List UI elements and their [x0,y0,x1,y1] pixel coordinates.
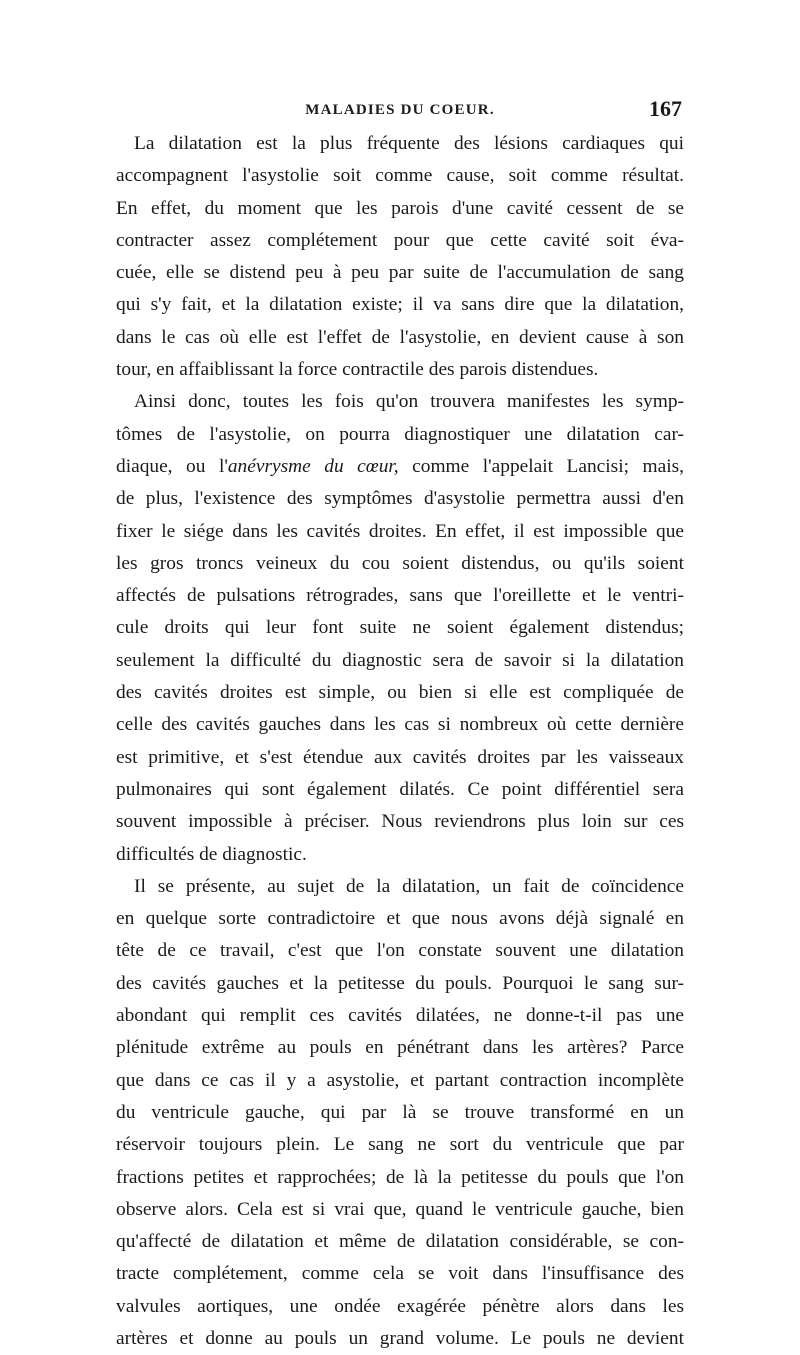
text-line: qui s'y fait, et la dilatation existe; il va sans dire que la dilatation, [116,294,684,316]
text-line: seulement la difficulté du diagnostic sera de savoir si la dilatation [116,649,684,671]
text-line: tracte complétement, comme cela se voit dans l'insuffisance des [116,1263,684,1285]
text-line: que dans ce cas il y a asystolie, et partant contraction incomplète [116,1069,684,1091]
text-run: comme l'appelait Lancisi; mais, [412,455,684,477]
text-line: accompagnent l'asystolie soit comme cause, soit comme résultat. [116,165,684,187]
text-line: difficultés de diagnostic. [116,843,307,865]
body-text [116,128,684,1355]
running-title: MALADIES DU COEUR. [305,102,495,118]
text-run: diaque, ou l' [116,455,228,477]
text-line: En effet, du moment que les parois d'une cavité cessent de se [116,197,684,219]
text-line: contracter assez complétement pour que cette cavité soit éva- [116,229,684,251]
text-line: les gros troncs veineux du cou soient distendus, ou qu'ils soient [116,552,684,574]
text-line: du ventricule gauche, qui par là se trouve transformé en un [116,1101,684,1123]
text-line: affectés de pulsations rétrogrades, sans que l'oreillette et le ventri- [116,585,684,607]
text-line: observe alors. Cela est si vrai que, quand le ventricule gauche, bien [116,1198,684,1220]
text-line: tômes de l'asystolie, on pourra diagnostiquer une dilatation car- [116,423,684,445]
text-line: La dilatation est la plus fréquente des lésions cardiaques qui [134,133,684,154]
text-line: qu'affecté de dilatation et même de dilatation considérable, se con- [116,1231,684,1253]
text-line: souvent impossible à préciser. Nous reviendrons plus loin sur ces [116,811,684,833]
text-line: artères et donne au pouls un grand volume. Le pouls ne devient [116,1327,684,1349]
text-line: Il se présente, au sujet de la dilatation, un fait de coïncidence [134,875,684,897]
text-line: des cavités droites est simple, ou bien si elle est compliquée de [116,682,684,704]
paragraph-1 [116,128,684,386]
text-line: cuée, elle se distend peu à peu par suite de l'accumulation de sang [116,262,684,284]
text-line: réservoir toujours plein. Le sang ne sort du ventricule que par [116,1134,684,1156]
text-line: de plus, l'existence des symptômes d'asystolie permettra aussi d'en [116,488,684,510]
page-header [116,96,684,126]
text-line: tête de ce travail, c'est que l'on constate souvent une dilatation [116,940,684,962]
text-line: est primitive, et s'est étendue aux cavités droites par les vaisseaux [116,746,684,768]
text-line: fixer le siége dans les cavités droites. En effet, il est impossible que [116,520,684,542]
text-line: en quelque sorte contradictoire et que nous avons déjà signalé en [116,908,684,930]
text-line: celle des cavités gauches dans les cas si nombreux où cette dernière [116,714,684,736]
page-number: 167 [649,96,682,121]
text-line: des cavités gauches et la petitesse du pouls. Pourquoi le sang sur- [116,972,684,994]
text-line-with-italic [116,451,684,483]
text-line: tour, en affaiblissant la force contractile des parois distendues. [116,359,599,381]
text-line: cule droits qui leur font suite ne soient également distendus; [116,617,684,639]
text-line: fractions petites et rapprochées; de là la petitesse du pouls que l'on [116,1166,684,1188]
text-line: dans le cas où elle est l'effet de l'asystolie, en devient cause à son [116,326,684,348]
text-line: plénitude extrême au pouls en pénétrant dans les artères? Parce [116,1037,684,1059]
text-line: pulmonaires qui sont également dilatés. Ce point différentiel sera [116,778,684,800]
paragraph-3 [116,871,684,1355]
paragraph-2 [116,386,684,870]
text-line: abondant qui remplit ces cavités dilatées, ne donne-t-il pas une [116,1005,684,1027]
italic-phrase: anévrysme du cœur, [227,455,399,477]
text-line: Ainsi donc, toutes les fois qu'on trouvera manifestes les symp- [134,391,684,413]
text-line: valvules aortiques, une ondée exagérée pénètre alors dans les [116,1295,684,1317]
